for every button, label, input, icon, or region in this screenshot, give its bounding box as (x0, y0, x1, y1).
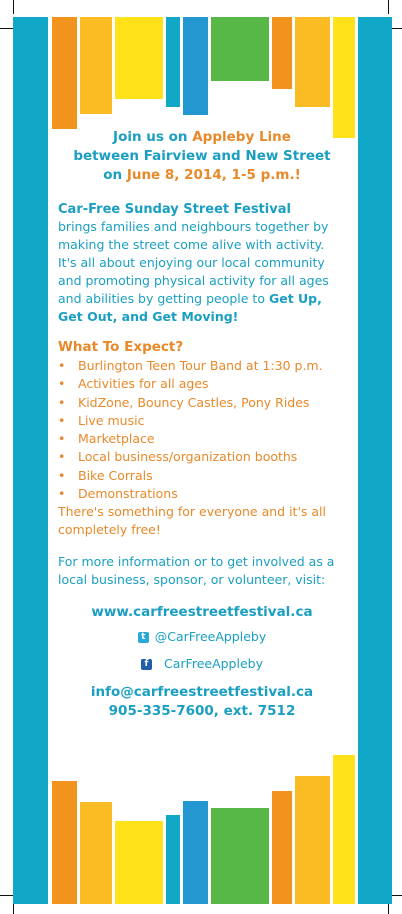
bottom-bar-gold (80, 802, 112, 904)
bullet: • (58, 394, 66, 410)
top-bar-orange-2 (272, 17, 292, 89)
intro-slogan: Get Up, Get Out, and Get Moving! (58, 291, 322, 324)
between-streets: between Fairview and New Street (73, 148, 331, 164)
crop-mark (0, 28, 14, 29)
top-bar-blue (166, 17, 180, 107)
list-item-text: KidZone, Bouncy Castles, Pony Rides (78, 394, 310, 410)
list-item-text: Demonstrations (78, 486, 178, 502)
festival-title: Car-Free Sunday Street Festival (58, 202, 291, 217)
crop-mark (0, 895, 14, 896)
twitter-handle: @CarFreeAppleby (154, 629, 267, 645)
top-bar-gold (80, 17, 112, 114)
bottom-bar-blue (166, 815, 180, 904)
more-info-text: For more information or to get involved as a local business, sponsor, or volunteer, visit: (58, 554, 335, 588)
list-item (58, 357, 346, 375)
list-item (58, 394, 346, 412)
bottom-bar-yellow (115, 821, 163, 904)
bullet: • (58, 486, 66, 502)
bottom-bar-green (211, 808, 269, 904)
expect-list (58, 357, 346, 503)
top-bar-gold-2 (295, 17, 330, 107)
facebook-icon: f (141, 659, 152, 670)
free-note: There's something for everyone and it's all completely free! (58, 504, 326, 538)
intro-body: brings families and neighbours together by making the street come alive with activity. It's all about enjoying our local community and promoting physical activity for all ages and abilities by getting people to (58, 219, 329, 306)
bottom-bar-orange (52, 781, 77, 904)
on-word: on (103, 167, 127, 183)
bottom-bar-yellow-2 (333, 755, 355, 904)
top-bar-midblue (183, 17, 208, 115)
top-bar-yellow-2 (333, 17, 355, 138)
crop-mark (388, 0, 389, 14)
bullet: • (58, 449, 66, 465)
join-prefix: Join us on (113, 129, 193, 145)
bullet: • (58, 467, 66, 483)
list-item-text: Marketplace (78, 431, 155, 447)
bullet: • (58, 358, 66, 373)
twitter-icon: t (138, 632, 149, 643)
right-border-bar (358, 17, 392, 904)
location-name: Appleby Line (192, 129, 291, 145)
list-item-text: Activities for all ages (78, 376, 209, 392)
contact-block (58, 683, 346, 721)
intro-paragraph (58, 218, 346, 326)
list-item (58, 430, 346, 448)
list-item (58, 485, 346, 503)
left-border-bar (13, 17, 48, 904)
top-bar-yellow (115, 17, 163, 99)
top-bar-orange (52, 17, 77, 129)
list-item (58, 467, 346, 485)
list-item-text: Bike Corrals (78, 467, 153, 483)
list-item-text: Burlington Teen Tour Band at 1:30 p.m. (78, 358, 323, 373)
twitter-handle-row[interactable] (58, 628, 346, 646)
email-link[interactable]: info@carfreestreetfestival.ca (90, 684, 314, 701)
website-link[interactable]: www.carfreestreetfestival.ca (91, 604, 313, 621)
facebook-page: CarFreeAppleby (164, 656, 263, 672)
bullet: • (58, 376, 66, 392)
list-item (58, 412, 346, 430)
facebook-page-row[interactable] (58, 655, 346, 673)
bottom-bar-gold-2 (295, 776, 330, 904)
list-item (58, 448, 346, 466)
bottom-bar-midblue (183, 801, 208, 904)
bullet: • (58, 431, 66, 447)
event-header (58, 128, 346, 185)
expect-title: What To Expect? (58, 339, 184, 355)
list-item-text: Local business/organization booths (78, 449, 298, 465)
bottom-bar-orange-2 (272, 791, 292, 904)
flyer-content (58, 128, 346, 721)
bullet: • (58, 412, 66, 428)
crop-mark (13, 0, 14, 14)
list-item (58, 375, 346, 393)
event-date-time: June 8, 2014, 1-5 p.m.! (126, 167, 301, 183)
phone-number: 905-335-7600, ext. 7512 (108, 703, 296, 720)
top-bar-green (211, 17, 269, 81)
list-item-text: Live music (78, 412, 145, 428)
